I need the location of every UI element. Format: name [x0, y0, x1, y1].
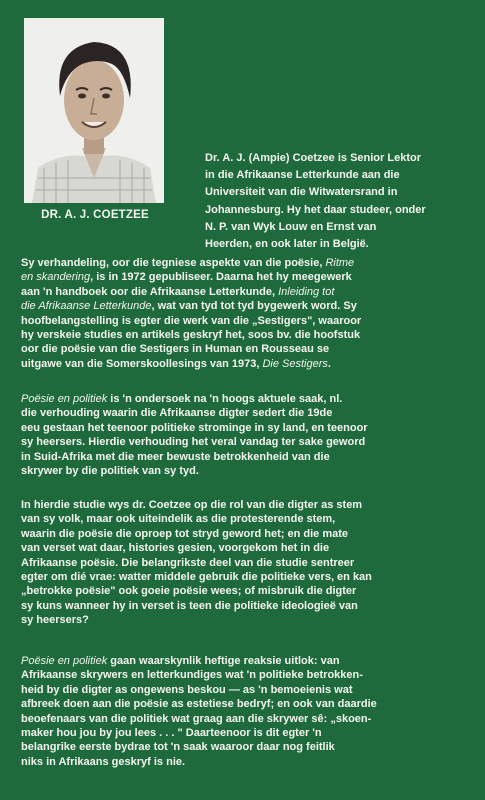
text-line: maker hou jou by jou lees . . . " Daarteenoor is dit egter 'n [21, 727, 322, 740]
text-line: hoofbelangstelling is egter die werk van die „Sestigers", waaroor [21, 314, 362, 327]
text-line: skrywer by die politiek van sy tyd. [21, 465, 199, 478]
text-line: sy heersers. Hierdie verhouding het veral vandag ter sake geword [21, 436, 366, 449]
italic-title: Inleiding tot [278, 285, 335, 298]
text-line: Poësie en politiek gaan waarskynlik heftige reaksie uitlok: van [21, 655, 340, 667]
text-line: uitgawe van die Somerskoollesings van 1973, Die Sestigers. [21, 357, 331, 370]
text-line: Sy verhandeling, oor die tegniese aspekte van die poësie, Ritme [21, 257, 355, 269]
italic-title: Ritme [325, 257, 355, 269]
paragraph-subject [21, 392, 481, 478]
bio-line: Universiteit van die Witwatersrand in [205, 186, 398, 199]
text-line: Afrikaanse poësie. Die belangrikste deel van die studie sentreer [21, 556, 355, 569]
text-line: aan 'n handboek oor die Afrikaanse Letterkunde, Inleiding tot [21, 285, 335, 298]
text-line: „betrokke poësie" ook goeie poësie wees; of misbruik die digter [21, 585, 357, 598]
text-line: sy heersers? [21, 614, 89, 627]
text-line: In hierdie studie wys dr. Coetzee op die rol van die digter as stem [21, 499, 363, 511]
text-line: eeu gestaan het teenoor politieke strominge in sy land, en teenoor [21, 421, 368, 434]
bio-line: Heerden, en ook later in België. [205, 238, 369, 251]
text-line: die verhouding waarin die Afrikaanse digter sedert die 19de [21, 407, 333, 420]
italic-title: die Afrikaanse Letterkunde [21, 300, 152, 313]
bio-line: in die Afrikaanse Letterkunde aan die [205, 169, 400, 182]
text-line: afbreek doen aan die poësie as estetiese bedryf; en ook van daardie [21, 698, 377, 711]
text-line: in Suid-Afrika met die meer bewuste betrokkenheid van die [21, 450, 330, 463]
paragraph-publications [21, 256, 481, 371]
italic-title: Die Sestigers [262, 357, 328, 370]
text-line: Afrikaanse skrywers en letterkundiges wat 'n politieke betrokken- [21, 669, 363, 682]
text-line: niks in Afrikaans geskryf is nie. [21, 755, 186, 768]
bio-line: Johannesburg. Hy het daar studeer, onder [205, 203, 426, 216]
text-line: die Afrikaanse Letterkunde, wat van tyd tot tyd bygewerk word. Sy [21, 300, 357, 313]
photo-caption: DR. A. J. COETZEE [41, 209, 149, 221]
text-line: hy verskeie studies en artikels geskryf het, soos bv. die hoofstuk [21, 329, 361, 342]
paragraph-study [21, 498, 481, 628]
text-line: van verset wat daar, histories gesien, voorgekom het in die [21, 542, 330, 555]
text-line: en skandering, is in 1972 gepubliseer. Daarna het hy meegewerk [21, 271, 352, 284]
text-line: egter om dié vrae: watter middele gebruik die politieke vers, en kan [21, 571, 372, 584]
italic-title: Poësie en politiek [21, 655, 108, 667]
text-line: sy kuns wanneer hy in verset is teen die politieke ideologieë van [21, 599, 358, 612]
text-line: waarin die poësie die oproep tot stryd geword het; en die mate [21, 527, 349, 540]
paragraph-reaction [21, 654, 481, 769]
text-line: oor die poësie van die Sestigers in Human en Rousseau se [21, 343, 330, 356]
text-line: belangrike eerste bydrae tot 'n saak waaroor daar nog feitlik [21, 741, 335, 754]
italic-title: Poësie en politiek [21, 393, 108, 405]
author-photo [24, 18, 164, 203]
author-bio [205, 150, 477, 253]
italic-title: en skandering [21, 271, 91, 284]
bio-line: Dr. A. J. (Ampie) Coetzee is Senior Lektor [205, 152, 421, 164]
text-line: Poësie en politiek is 'n ondersoek na 'n hoogs aktuele saak, nl. [21, 393, 343, 405]
bio-line: N. P. van Wyk Louw en Ernst van [205, 220, 377, 233]
text-line: beoefenaars van die politiek wat graag aan die skrywer sê: „skoen- [21, 712, 372, 725]
text-line: van sy volk, maar ook uiteindelik as die protesterende stem, [21, 513, 336, 526]
text-line: heid by die digter as ongewens beskou — as 'n bemoeienis wat [21, 683, 353, 696]
